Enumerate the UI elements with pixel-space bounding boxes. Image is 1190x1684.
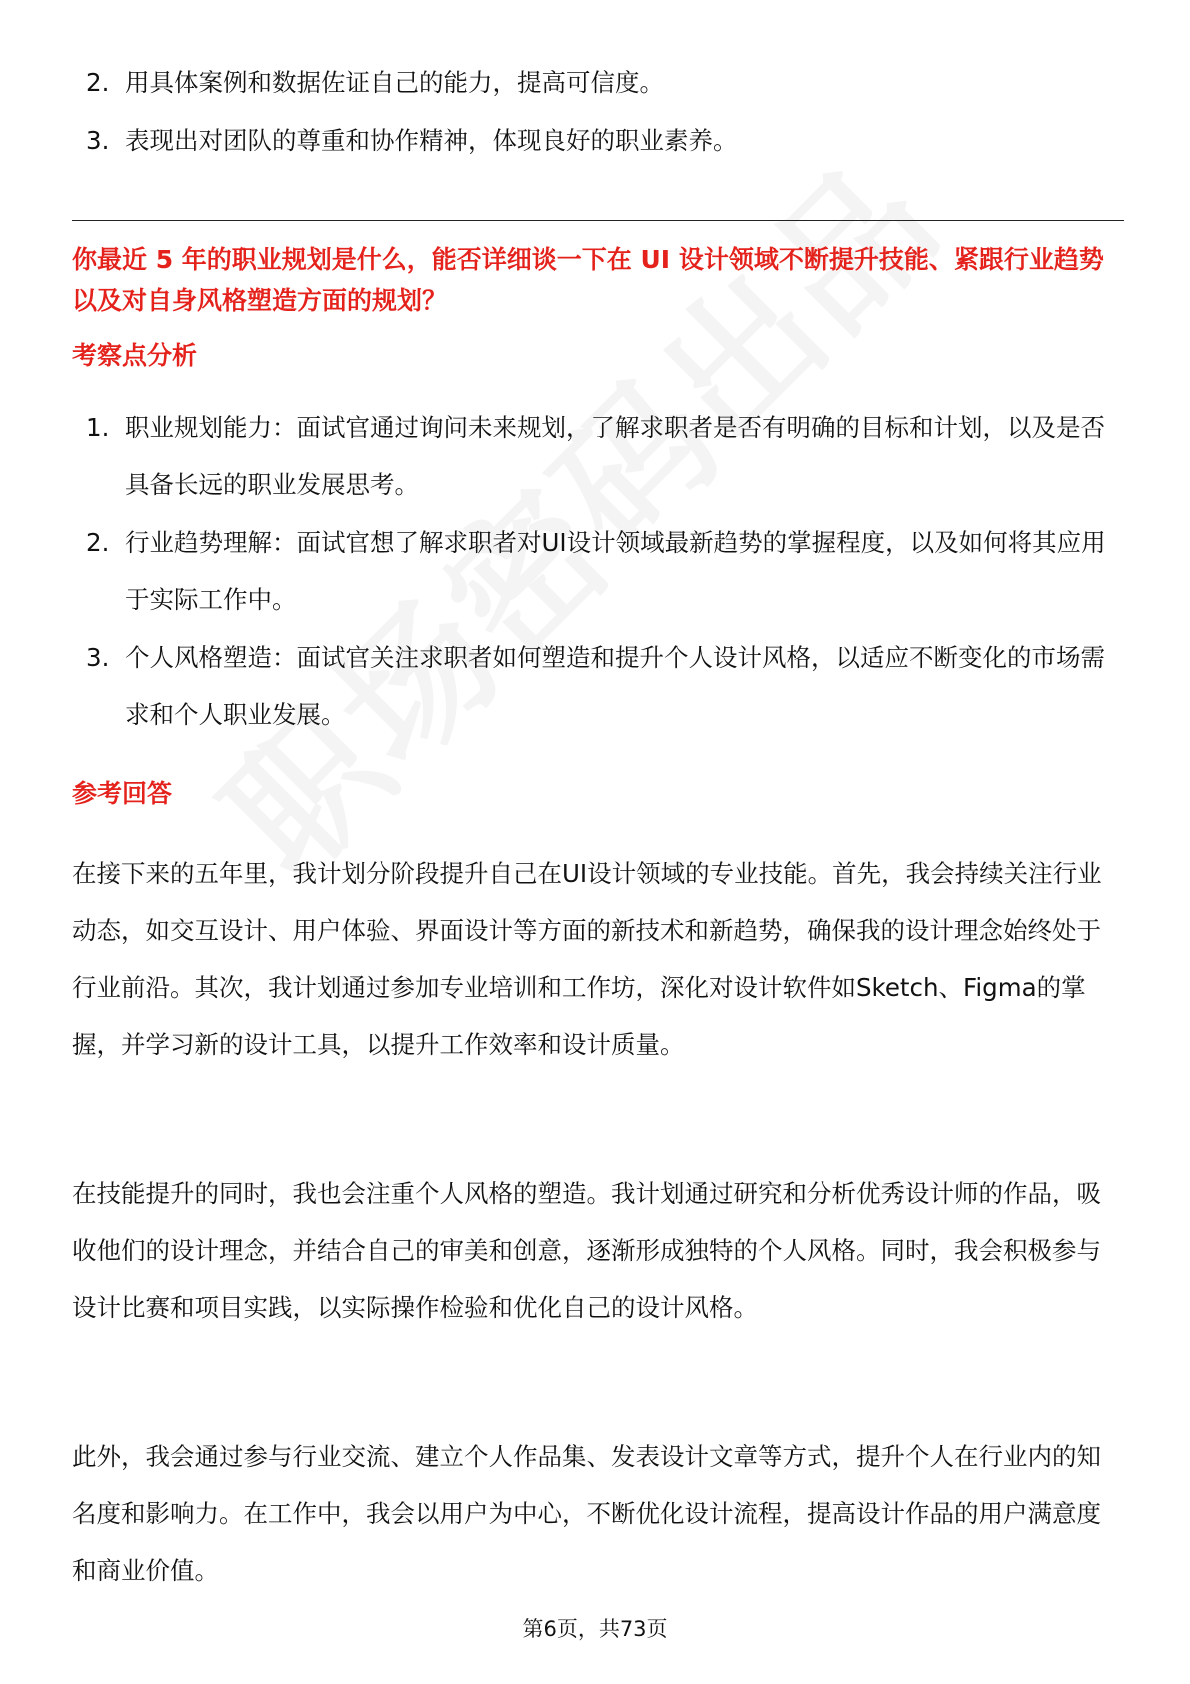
list-item-number: 3.	[86, 643, 110, 672]
list-item-text: 用具体案例和数据佐证自己的能力，提高可信度。	[125, 68, 664, 97]
list-item-number: 1.	[86, 413, 110, 442]
list-item-text: 行业趋势理解：面试官想了解求职者对UI设计领域最新趋势的掌握程度，以及如何将其应用于实际工作中。	[125, 528, 1106, 614]
answer-heading: 参考回答	[72, 779, 173, 808]
list-item-number: 2.	[86, 68, 110, 97]
answer-paragraph: 在接下来的五年里，我计划分阶段提升自己在UI设计领域的专业技能。首先，我会持续关注行业动态，如交互设计、用户体验、界面设计等方面的新技术和新趋势，确保我的设计理念始终处于行业前沿。其次，我计划通过参加专业培训和工作坊，深化对设计软件如Sketch、Figma的掌握，并学习新的设计工具，以提升工作效率和设计质量。	[72, 859, 1102, 1059]
section-divider	[72, 220, 1124, 221]
answer-paragraph: 此外，我会通过参与行业交流、建立个人作品集、发表设计文章等方式，提升个人在行业内的知名度和影响力。在工作中，我会以用户为中心，不断优化设计流程，提高设计作品的用户满意度和商业价值。	[72, 1442, 1101, 1585]
list-item-number: 2.	[86, 528, 110, 557]
list-item-text: 职业规划能力：面试官通过询问未来规划，了解求职者是否有明确的目标和计划，以及是否具备长远的职业发展思考。	[125, 413, 1105, 499]
list-item-text: 表现出对团队的尊重和协作精神，体现良好的职业素养。	[125, 126, 738, 155]
list-item	[0, 399, 1115, 513]
list-item	[0, 54, 1115, 111]
list-item-text: 个人风格塑造：面试官关注求职者如何塑造和提升个人设计风格，以适应不断变化的市场需求和个人职业发展。	[125, 643, 1105, 729]
interview-question: 你最近 5 年的职业规划是什么，能否详细谈一下在 UI 设计领域不断提升技能、紧跟行业趋势以及对自身风格塑造方面的规划？	[72, 245, 1104, 315]
page-number: 第6页，共73页	[522, 1617, 668, 1641]
list-item	[0, 112, 1115, 169]
answer-paragraph: 在技能提升的同时，我也会注重个人风格的塑造。我计划通过研究和分析优秀设计师的作品，吸收他们的设计理念，并结合自己的审美和创意，逐渐形成独特的个人风格。同时，我会积极参与设计比赛和项目实践，以实际操作检验和优化自己的设计风格。	[72, 1179, 1101, 1322]
list-item	[0, 629, 1115, 743]
analysis-list	[0, 399, 1190, 744]
analysis-heading: 考察点分析	[72, 341, 198, 370]
previous-answer-tips-list	[0, 54, 1190, 170]
list-item	[0, 514, 1115, 628]
list-item-number: 3.	[86, 126, 110, 155]
